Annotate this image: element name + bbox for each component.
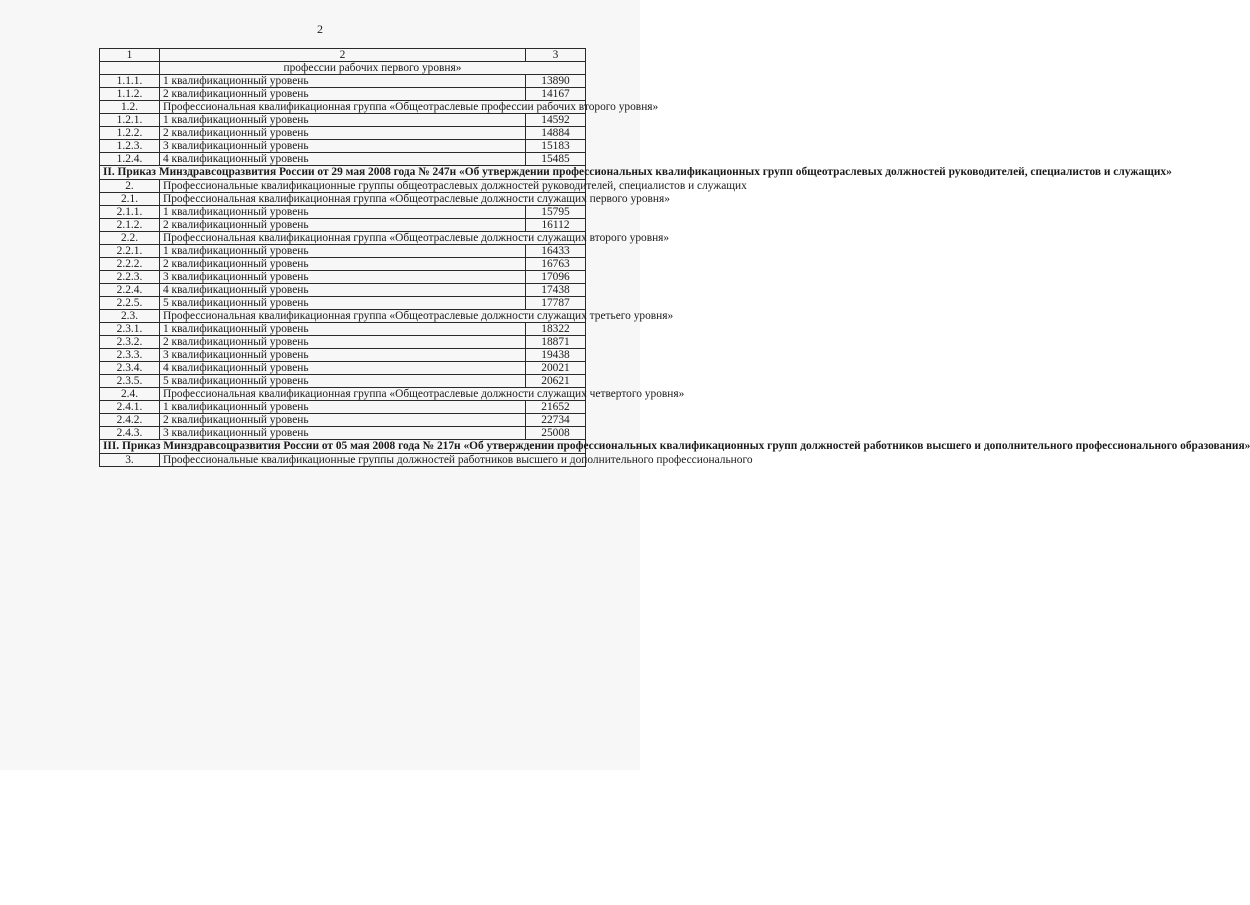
level-name-cell: 2 квалификационный уровень xyxy=(160,336,526,349)
salary-value-cell: 20621 xyxy=(526,375,586,388)
salary-value-cell: 15183 xyxy=(526,140,586,153)
salary-value-cell: 14167 xyxy=(526,88,586,101)
section-heading-cell: II. Приказ Минздравсоцразвития России от 29 мая 2008 года № 247н «Об утверждении профессиональных квалификационных групп общеотраслевых должностей руководителей, специалистов и служащих» xyxy=(100,166,586,180)
salary-value-cell: 25008 xyxy=(526,427,586,440)
salary-value-cell: 16763 xyxy=(526,258,586,271)
table-row xyxy=(100,375,586,388)
group-name-cell: Профессиональная квалификационная группа «Общеотраслевые должности служащих третьего уровня» xyxy=(160,310,586,323)
level-name-cell: 1 квалификационный уровень xyxy=(160,401,526,414)
row-number-cell: 2.2.5. xyxy=(100,297,160,310)
table-row xyxy=(100,114,586,127)
group-name-cell: Профессиональные квалификационные группы общеотраслевых должностей руководителей, специалистов и служащих xyxy=(160,180,586,193)
row-number-cell: 2.1.1. xyxy=(100,206,160,219)
salary-value-cell: 18871 xyxy=(526,336,586,349)
level-name-cell: 3 квалификационный уровень xyxy=(160,271,526,284)
section-heading-row xyxy=(100,166,586,180)
page-number: 2 xyxy=(317,22,323,36)
level-name-cell: 2 квалификационный уровень xyxy=(160,219,526,232)
table-row xyxy=(100,258,586,271)
row-number-cell: 1.2.1. xyxy=(100,114,160,127)
row-number-cell: 1.2.3. xyxy=(100,140,160,153)
salary-value-cell: 17096 xyxy=(526,271,586,284)
table-row xyxy=(100,153,586,166)
group-row xyxy=(100,101,586,114)
continued-text-cell: профессии рабочих первого уровня» xyxy=(160,62,586,75)
table-row xyxy=(100,401,586,414)
level-name-cell: 1 квалификационный уровень xyxy=(160,206,526,219)
table-row xyxy=(100,140,586,153)
salary-value-cell: 14884 xyxy=(526,127,586,140)
table-row xyxy=(100,75,586,88)
salary-value-cell: 13890 xyxy=(526,75,586,88)
salary-value-cell: 19438 xyxy=(526,349,586,362)
group-number-cell: 3. xyxy=(100,454,160,467)
group-name-cell: Профессиональная квалификационная группа «Общеотраслевые должности служащих первого уровня» xyxy=(160,193,586,206)
table-row xyxy=(100,219,586,232)
table-row xyxy=(100,297,586,310)
level-name-cell: 2 квалификационный уровень xyxy=(160,258,526,271)
level-name-cell: 2 квалификационный уровень xyxy=(160,127,526,140)
salary-value-cell: 21652 xyxy=(526,401,586,414)
page-bottom-margin xyxy=(0,770,640,905)
group-number-cell: 2.2. xyxy=(100,232,160,245)
table-row xyxy=(100,284,586,297)
table-row xyxy=(100,349,586,362)
row-number-cell: 1.1.2. xyxy=(100,88,160,101)
group-row xyxy=(100,193,586,206)
level-name-cell: 2 квалификационный уровень xyxy=(160,414,526,427)
table-row xyxy=(100,427,586,440)
section-heading-row xyxy=(100,440,586,454)
level-name-cell: 4 квалификационный уровень xyxy=(160,284,526,297)
salary-value-cell: 18322 xyxy=(526,323,586,336)
salary-value-cell: 15795 xyxy=(526,206,586,219)
group-row xyxy=(100,180,586,193)
row-number-cell: 2.3.5. xyxy=(100,375,160,388)
row-number-cell: 2.2.1. xyxy=(100,245,160,258)
salary-table xyxy=(99,48,1250,467)
row-number-cell: 2.4.2. xyxy=(100,414,160,427)
row-number-cell: 2.3.1. xyxy=(100,323,160,336)
level-name-cell: 2 квалификационный уровень xyxy=(160,88,526,101)
level-name-cell: 1 квалификационный уровень xyxy=(160,245,526,258)
group-number-cell: 2. xyxy=(100,180,160,193)
group-number-cell: 2.4. xyxy=(100,388,160,401)
level-name-cell: 3 квалификационный уровень xyxy=(160,427,526,440)
group-row xyxy=(100,232,586,245)
salary-value-cell: 22734 xyxy=(526,414,586,427)
row-number-cell: 2.2.2. xyxy=(100,258,160,271)
salary-value-cell: 20021 xyxy=(526,362,586,375)
header-col-1: 1 xyxy=(100,49,160,62)
row-number-cell: 2.4.3. xyxy=(100,427,160,440)
row-number-cell: 2.2.4. xyxy=(100,284,160,297)
table-row xyxy=(100,336,586,349)
level-name-cell: 1 квалификационный уровень xyxy=(160,114,526,127)
level-name-cell: 1 квалификационный уровень xyxy=(160,75,526,88)
group-number-cell: 2.3. xyxy=(100,310,160,323)
group-number-cell: 1.2. xyxy=(100,101,160,114)
section-heading-cell: III. Приказ Минздравсоцразвития России от 05 мая 2008 года № 217н «Об утверждении профессиональных квалификационных групп должностей работников высшего и дополнительного профессионального образования» xyxy=(100,440,586,454)
group-name-cell: Профессиональные квалификационные группы должностей работников высшего и дополнительного профессионального xyxy=(160,454,586,467)
header-col-2: 2 xyxy=(160,49,526,62)
table-row xyxy=(100,271,586,284)
level-name-cell: 4 квалификационный уровень xyxy=(160,362,526,375)
header-col-3: 3 xyxy=(526,49,586,62)
group-number-cell: 2.1. xyxy=(100,193,160,206)
level-name-cell: 3 квалификационный уровень xyxy=(160,140,526,153)
row-number-cell: 2.2.3. xyxy=(100,271,160,284)
table-row xyxy=(100,206,586,219)
row-number-cell: 2.3.4. xyxy=(100,362,160,375)
level-name-cell: 4 квалификационный уровень xyxy=(160,153,526,166)
salary-value-cell: 17787 xyxy=(526,297,586,310)
group-row xyxy=(100,454,586,467)
table-row xyxy=(100,362,586,375)
group-name-cell: Профессиональная квалификационная группа «Общеотраслевые профессии рабочих второго уровня» xyxy=(160,101,586,114)
level-name-cell: 5 квалификационный уровень xyxy=(160,375,526,388)
table-row xyxy=(100,88,586,101)
group-name-cell: Профессиональная квалификационная группа «Общеотраслевые должности служащих четвертого уровня» xyxy=(160,388,586,401)
row-number-cell: 2.3.3. xyxy=(100,349,160,362)
level-name-cell: 5 квалификационный уровень xyxy=(160,297,526,310)
level-name-cell: 1 квалификационный уровень xyxy=(160,323,526,336)
row-number-cell: 2.4.1. xyxy=(100,401,160,414)
table-row xyxy=(100,245,586,258)
table-row xyxy=(100,323,586,336)
group-name-cell: Профессиональная квалификационная группа «Общеотраслевые должности служащих второго уровня» xyxy=(160,232,586,245)
group-row xyxy=(100,388,586,401)
row-number-cell: 1.1.1. xyxy=(100,75,160,88)
group-row xyxy=(100,310,586,323)
row-number-cell: 1.2.2. xyxy=(100,127,160,140)
level-name-cell: 3 квалификационный уровень xyxy=(160,349,526,362)
table-row xyxy=(100,127,586,140)
row-number-cell: 2.1.2. xyxy=(100,219,160,232)
salary-value-cell: 16433 xyxy=(526,245,586,258)
row-number-cell: 1.2.4. xyxy=(100,153,160,166)
row-number-cell xyxy=(100,62,160,75)
table-row-continuation xyxy=(100,62,586,75)
row-number-cell: 2.3.2. xyxy=(100,336,160,349)
salary-value-cell: 14592 xyxy=(526,114,586,127)
salary-value-cell: 17438 xyxy=(526,284,586,297)
salary-value-cell: 15485 xyxy=(526,153,586,166)
table-row xyxy=(100,414,586,427)
salary-value-cell: 16112 xyxy=(526,219,586,232)
table-header-row xyxy=(100,49,586,62)
